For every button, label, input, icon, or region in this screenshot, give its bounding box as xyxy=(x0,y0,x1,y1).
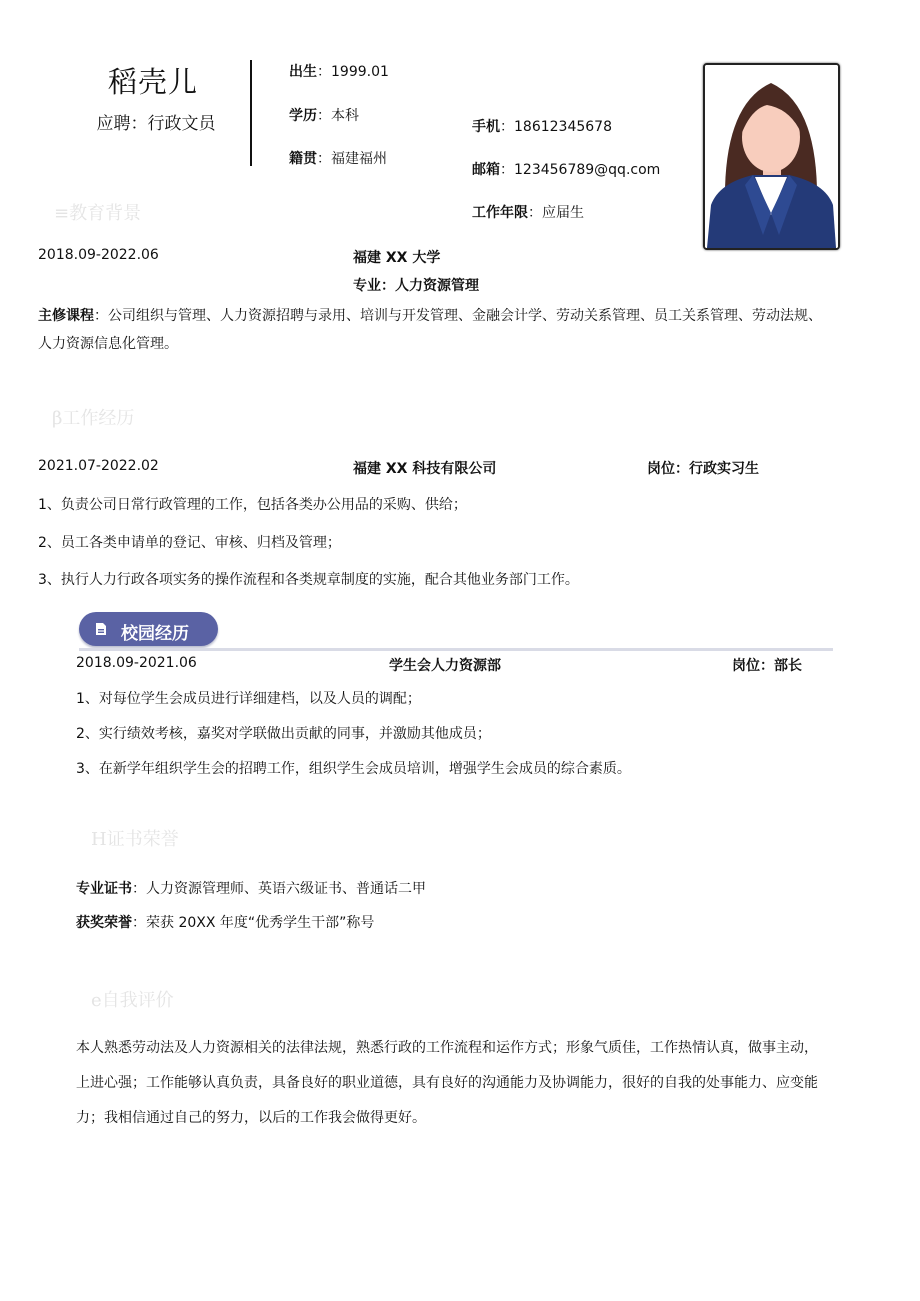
education-period: 2018.09-2022.06 xyxy=(38,247,159,263)
campus-item: 1、对每位学生会成员进行详细建档，以及人员的调配； xyxy=(76,691,421,707)
phone-info xyxy=(472,116,612,136)
education-label: 学历 xyxy=(289,108,317,124)
self-eval-section-title: e自我评价 xyxy=(91,990,174,1011)
origin-info xyxy=(289,148,387,168)
birth-value: ：1999.01 xyxy=(317,64,389,80)
campus-section-title: 校园经历 xyxy=(121,624,189,644)
birth-info xyxy=(289,61,389,81)
avatar-illustration xyxy=(705,65,838,248)
work-years-value: ：应届生 xyxy=(528,205,584,221)
header-divider xyxy=(250,60,252,166)
certs-label: 专业证书 xyxy=(76,881,132,897)
awards-text: ：荣获 20XX 年度“优秀学生干部”称号 xyxy=(132,915,375,931)
apply-label: 应聘： xyxy=(96,114,148,134)
email-label: 邮箱 xyxy=(472,162,500,178)
work-period: 2021.07-2022.02 xyxy=(38,458,159,474)
work-position: 岗位：行政实习生 xyxy=(647,461,759,477)
campus-divider xyxy=(79,648,833,651)
courses-paragraph xyxy=(38,302,828,358)
candidate-name: 稻壳儿 xyxy=(108,65,199,99)
phone-label: 手机 xyxy=(472,119,500,135)
phone-value: ：18612345678 xyxy=(500,119,612,135)
professional-certs xyxy=(76,878,426,898)
self-eval-text: 本人熟悉劳动法及人力资源相关的法律法规，熟悉行政的工作流程和运作方式；形象气质佳，工作热情认真，做事主动，上进心强；工作能够认真负责，具备良好的职业道德，具有良好的沟通能力及协调能力，很好的自我的处事能力、应变能力；我相信通过自己的努力，以后的工作我会做得更好。 xyxy=(76,1040,818,1126)
awards xyxy=(76,912,374,932)
campus-item: 3、在新学年组织学生会的招聘工作，组织学生会成员培训，增强学生会成员的综合素质。 xyxy=(76,761,631,777)
campus-position: 岗位：部长 xyxy=(732,658,802,674)
major: 专业：人力资源管理 xyxy=(353,278,479,294)
campus-organization: 学生会人力资源部 xyxy=(389,658,501,674)
applied-position xyxy=(96,112,216,137)
document-icon xyxy=(94,622,108,636)
work-item: 2、员工各类申请单的登记、审核、归档及管理； xyxy=(38,535,341,551)
courses-label: 主修课程 xyxy=(38,308,94,324)
email-value: ：123456789@qq.com xyxy=(500,162,661,178)
campus-period: 2018.09-2021.06 xyxy=(76,655,197,671)
email-info xyxy=(472,159,660,179)
campus-section-badge xyxy=(79,612,218,646)
school-name: 福建 XX 大学 xyxy=(353,250,441,266)
work-years-label: 工作年限 xyxy=(472,205,528,221)
education-section-title: ≡教育背景 xyxy=(54,203,142,224)
origin-value: ：福建福州 xyxy=(317,151,387,167)
work-years-info xyxy=(472,202,584,222)
courses-text: ：公司组织与管理、人力资源招聘与录用、培训与开发管理、金融会计学、劳动关系管理、员工关系管理、劳动法规、人力资源信息化管理。 xyxy=(38,308,822,352)
profile-photo xyxy=(703,63,840,250)
apply-value: 行政文员 xyxy=(147,114,216,134)
certs-text: ：人力资源管理师、英语六级证书、普通话二甲 xyxy=(132,881,426,897)
birth-label: 出生 xyxy=(289,64,317,80)
awards-label: 获奖荣誉 xyxy=(76,915,132,931)
company-name: 福建 XX 科技有限公司 xyxy=(353,461,497,477)
campus-item: 2、实行绩效考核，嘉奖对学联做出贡献的同事，并激励其他成员； xyxy=(76,726,491,742)
education-info xyxy=(289,105,359,125)
work-section-title: β工作经历 xyxy=(52,408,135,429)
certs-section-title: H证书荣誉 xyxy=(91,829,179,850)
education-value: ：本科 xyxy=(317,108,359,124)
origin-label: 籍贯 xyxy=(289,151,317,167)
work-item: 3、执行人力行政各项实务的操作流程和各类规章制度的实施，配合其他业务部门工作。 xyxy=(38,572,579,588)
work-item: 1、负责公司日常行政管理的工作，包括各类办公用品的采购、供给； xyxy=(38,497,467,513)
